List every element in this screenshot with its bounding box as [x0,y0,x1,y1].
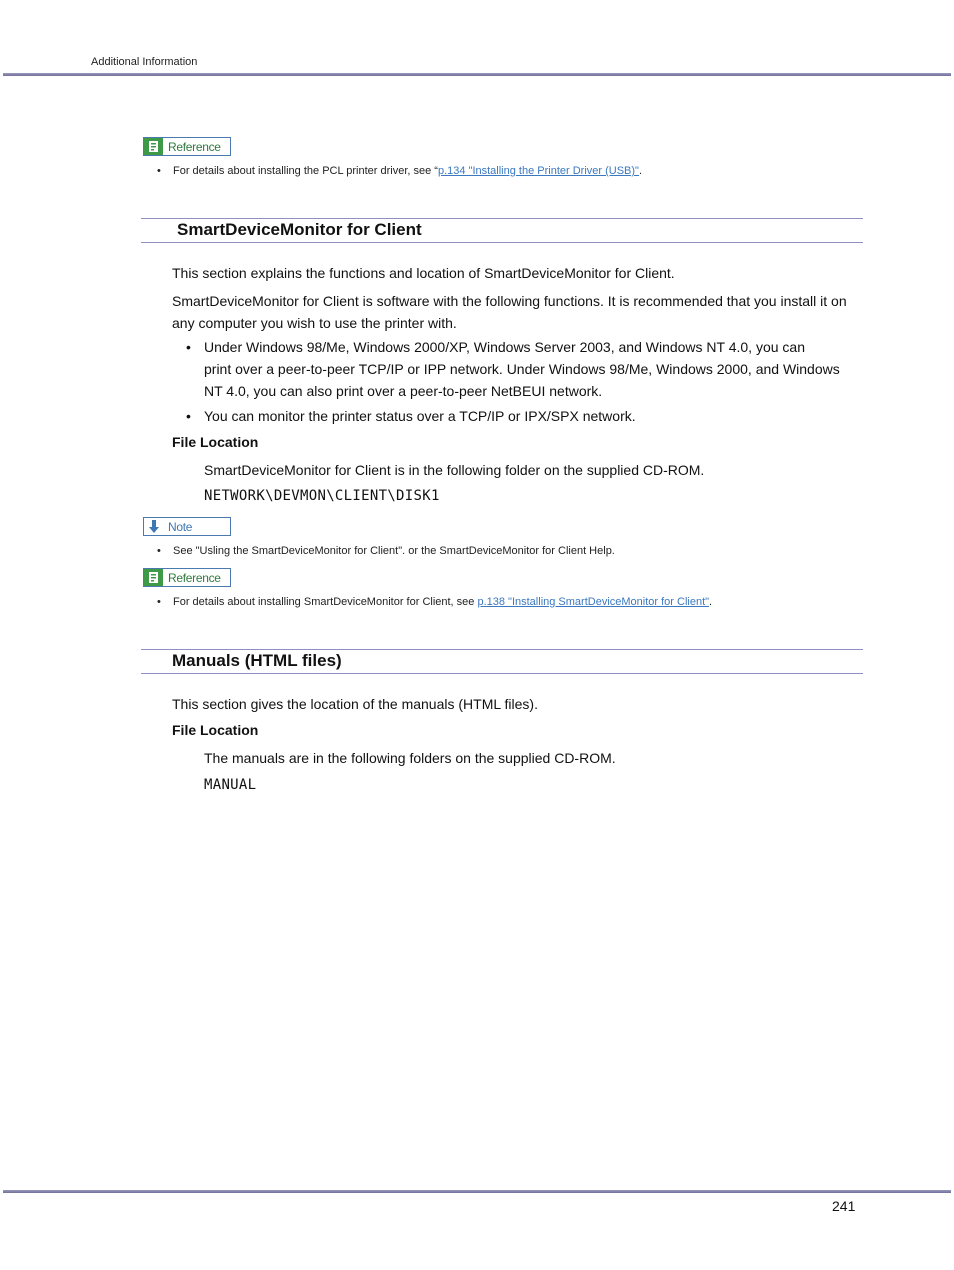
footer-rule [3,1190,951,1193]
note-item [157,545,615,557]
list-item-line: NT 4.0, you can also print over a peer-to-peer NetBEUI network. [204,383,603,399]
reference-link-printer-driver[interactable]: p.134 "Installing the Printer Driver (USB)" [437,165,639,177]
header-rule [3,73,951,76]
section2-intro: This section gives the location of the manuals (HTML files). [172,696,538,712]
feature-list [172,336,872,427]
file-location-text: The manuals are in the following folders on the supplied CD-ROM. [204,750,616,766]
page-number: 241 [832,1198,856,1214]
section1-para2-line2: any computer you wish to use the printer with. [172,315,457,331]
section1-para2-line1: SmartDeviceMonitor for Client is software with the following functions. It is recommended that you install it on [172,293,847,309]
file-location-label: File Location [172,722,259,738]
reference-tail: . [638,165,643,177]
note-badge [143,517,231,536]
list-item [172,405,872,427]
folder-path: NETWORK\DEVMON\CLIENT\DISK1 [204,488,440,504]
folder-path: MANUAL [204,777,257,793]
reference-badge [143,568,231,587]
reference-label: Reference [168,139,221,154]
reference-item [157,596,712,608]
note-label: Note [168,519,193,534]
file-location-text: SmartDeviceMonitor for Client is in the following folder on the supplied CD-ROM. [204,462,705,478]
reference-text: For details about installing the PCL printer driver, see “ [173,165,438,177]
reference-link-install-sdm[interactable]: p.138 "Installing SmartDeviceMonitor for Client" [477,596,710,608]
section-title-smartdevicemonitor: SmartDeviceMonitor for Client [177,220,422,239]
list-item-line: Under Windows 98/Me, Windows 2000/XP, Windows Server 2003, and Windows NT 4.0, you can [204,339,805,355]
reference-tail: . [709,596,713,608]
reference-icon [144,569,163,586]
reference-label: Reference [168,570,221,585]
section-title-manuals: Manuals (HTML files) [172,651,342,670]
reference-text: For details about installing SmartDeviceMonitor for Client, see [173,596,478,608]
section1-intro: This section explains the functions and location of SmartDeviceMonitor for Client. [172,265,675,281]
reference-icon [144,138,163,155]
running-header: Additional Information [91,56,198,68]
bullet: • [157,545,161,557]
bullet: • [157,165,161,177]
note-text: See "Usling the SmartDeviceMonitor for Client". or the SmartDeviceMonitor for Client Help. [173,545,615,557]
arrow-down-icon [144,518,163,535]
reference-badge [143,137,231,156]
file-location-label: File Location [172,434,259,450]
bullet: • [157,596,161,608]
bullet: • [186,339,191,355]
list-item-line: print over a peer-to-peer TCP/IP or IPP network. Under Windows 98/Me, Windows 2000, and Windows [204,361,840,377]
list-item-text [204,336,840,402]
list-item-text: You can monitor the printer status over a TCP/IP or IPX/SPX network. [204,408,636,424]
bullet: • [186,408,191,424]
list-item [172,336,872,402]
reference-item [157,165,642,177]
